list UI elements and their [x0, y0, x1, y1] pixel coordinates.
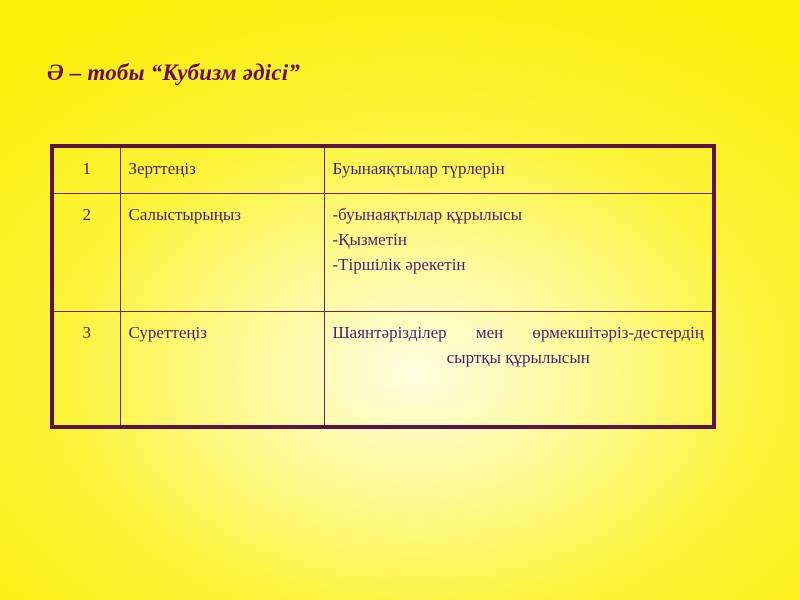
method-table [50, 144, 716, 429]
detail-line: -Қызметін [332, 229, 407, 249]
table-row [54, 148, 712, 193]
row-action: Суреттеңіз [120, 311, 324, 425]
row-detail [324, 193, 712, 311]
detail-line: Буынаяқтылар түрлерін [332, 159, 505, 178]
slide-title: Ә – тобы “Кубизм әдісі” [47, 60, 301, 85]
row-number: 3 [54, 311, 120, 425]
steps-table [54, 148, 712, 425]
row-number: 1 [54, 148, 120, 193]
table-row [54, 193, 712, 311]
row-number: 2 [54, 193, 120, 311]
row-detail [324, 148, 712, 193]
row-detail: Шаянтәрізділер мен өрмекшітәріз-дестердің сыртқы құрылысын [324, 311, 712, 425]
detail-line: -Тіршілік әрекетін [332, 254, 466, 274]
detail-line: -буынаяқтылар құрылысы [332, 204, 522, 224]
table-row [54, 311, 712, 425]
row-action: Зерттеңіз [120, 148, 324, 193]
row-action: Салыстырыңыз [120, 193, 324, 311]
